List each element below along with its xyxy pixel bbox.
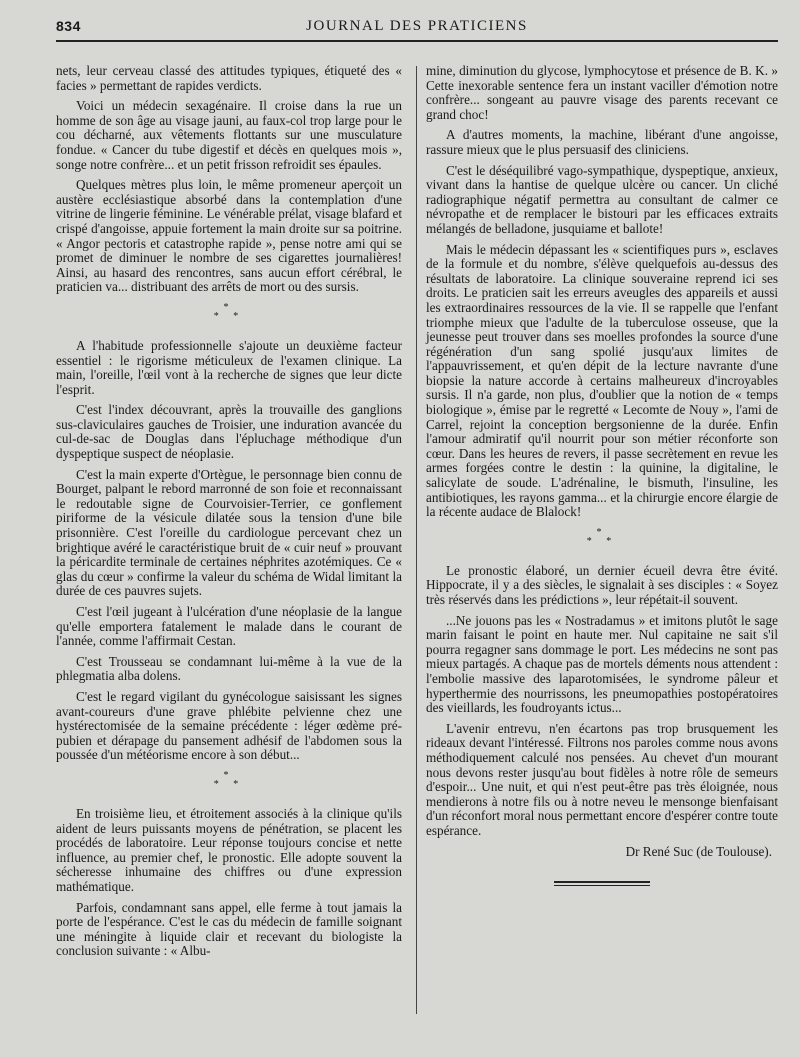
section-separator — [426, 528, 778, 546]
separator-star: * — [596, 526, 608, 538]
paragraph: Voici un médecin sexagénaire. Il croise dans la rue un homme de son âge au visage jauni, au faux-col trop large pour le cou décharné, aux vêtements flottants sur une musculature fondue. « Cancer du tube digestif et décès en quelques mois », songe notre confrère... et un petit frisson refroidit ses épaules. — [56, 98, 402, 172]
author-signature: Dr René Suc (de Toulouse). — [625, 843, 772, 859]
paragraph: A l'habitude professionnelle s'ajoute un deuxième facteur essentiel : le rigorisme méticuleux de l'examen clinique. La main, l'oreille, l'œil vont à la recherche de signes que leur dicte l'esprit. — [56, 337, 402, 397]
paragraph: C'est le déséquilibré vago-sympathique, dyspeptique, anxieux, vivant dans la hantise de quelque ulcère ou cancer. Un cliché radiographique négatif permettra au consultant de calmer ce névropathe et de remplacer le bistouri par les efficaces extraits mélangés de belladone, jusquiame et ballote! — [426, 162, 778, 236]
paragraph: Le pronostic élaboré, un dernier écueil devra être évité. Hippocrate, il y a des siècles, le signalait à ses disciples : « Soyez très réservés dans les prédictions », leur répétait-il souvent. — [426, 562, 778, 607]
left-column — [56, 64, 402, 965]
page-header — [56, 18, 778, 40]
journal-title: JOURNAL DES PRATICIENS — [306, 18, 528, 34]
paragraph: ...Ne jouons pas les « Nostradamus » et imitons plutôt le sage marin faisant le point en haute mer. Nul capitaine ne sait s'il pourra regagner sans dommage le port. Les médecins ne sont pas mieux partagés. A chaque pas de mortels déments nous attendent : l'embolie massive des laparotomisées, le syndrome pâleur et hyperthermie des nourrissons, les pneumopathies postopératoires des vieillards, les foudroyants ictus... — [426, 612, 778, 716]
separator-star: * — [223, 301, 235, 313]
page-number: 834 — [56, 18, 81, 34]
section-separator — [56, 771, 402, 789]
paragraph: C'est la main experte d'Ortègue, le personnage bien connu de Bourget, palpant le rebord marronné de son foie et reconnaissant le redoutable signe de Courvoisier-Terrier, ce gonflement piriforme de la vésicule dilatée sous la tension d'une bile prisonnière. C'est l'oreille du cardiologue percevant chez un brightique avéré le caractéristique bruit de « cuir neuf » prouvant la péricardite terminale de certaines néphrites azotémiques. Ce « glas du cœur » confirme la valeur du schéma de Widal limitant la durée de ces pauvres sujets. — [56, 466, 402, 599]
column-divider — [416, 66, 417, 1014]
paragraph: C'est l'index découvrant, après la trouvaille des ganglions sus-claviculaires gauches de Troisier, une induration avancée du cul-de-sac de Douglas dans l'épluchage méthodique d'un dyspeptique suspect de néoplasie. — [56, 402, 402, 462]
paragraph: mine, diminution du glycose, lymphocytose et présence de B. K. » Cette inexorable sentence fera un instant vaciller d'émotion notre confrère... songeant au pauvre visage des parents recevant ce grand choc! — [426, 63, 778, 122]
separator-star: * — [223, 769, 235, 781]
paragraph: C'est le regard vigilant du gynécologue saisissant les signes avant-coureurs d'une grave phlébite pelvienne chez une hystérectomisée de la semaine précédente : léger œdème pré-pubien et dérapage du pansement adhésif de l'abdomen sous la poussée d'un météorisme encore à son début... — [56, 688, 402, 763]
paragraph: Quelques mètres plus loin, le même promeneur aperçoit un austère ecclésiastique absorbé dans la contemplation d'une vitrine de lingerie féminine. Le vénérable prélat, visage blafard et crispé d'angoisse, appuie fortement la main droite sur sa poitrine. « Angor pectoris et catastrophe rapide », pense notre ami qui se promet de diminuer le nombre de ses cigarettes journalières! Ainsi, au hasard des rencontres, sans aucun effort cérébral, le praticien va... distribuant des arrêts de mort ou des sursis. — [56, 177, 403, 295]
paragraph: C'est l'œil jugeant à l'ulcération d'une néoplasie de la langue qu'elle emportera fatalement le malade dans le courant de l'année, comme l'affirmait Cestan. — [56, 604, 402, 649]
separator-stars: * * — [213, 778, 245, 790]
right-column — [426, 64, 778, 886]
paragraph: A d'autres moments, la machine, libérant d'une angoisse, rassure mieux que le plus persuasif des cliniciens. — [426, 127, 778, 157]
paragraph: En troisième lieu, et étroitement associés à la clinique qu'ils aident de leurs puissants moyens de pénétration, se placent les procédés de laboratoire. Leur réponse toujours concise et nette influence, au premier chef, le pronostic. Elle adopte souvent la sécheresse inhumaine des chiffres ou d'une expression mathématique. — [56, 805, 402, 894]
paragraph: C'est Trousseau se condamnant lui-même à la vue de la phlegmatia alba dolens. — [56, 653, 402, 684]
paragraph: nets, leur cerveau classé des attitudes typiques, étiqueté des « facies » permettant de rapides verdicts. — [56, 63, 402, 93]
end-rule — [554, 881, 650, 886]
separator-stars: * * — [213, 310, 245, 322]
paragraph: L'avenir entrevu, n'en écartons pas trop brusquement les rideaux devant l'intéressé. Filtrons nos paroles comme nous avons méthodiquement calculé nos pensées. Au chevet d'un mourant nous devons rester jusqu'au bout fidèles à notre rôle de semeurs d'espoir... Une nuit, et qui n'est peut-être pas très éloignée, nous mendierons à notre fils ou à notre neveu le mensonge bienfaisant d'un réconfort moral nous permettant encore d'espérer contre toute espérance. — [426, 720, 778, 838]
section-separator — [56, 303, 402, 321]
separator-stars: * * — [586, 535, 618, 547]
paragraph: Mais le médecin dépassant les « scientifiques purs », esclaves de la formule et du nombre, s'élève quelquefois au-dessus des résultats de laboratoire. La clinique souveraine reprend ici ses droits. Le praticien sait les erreurs aveugles des appareils et aussi les extraordinaires ressources de la vie. Il se rappelle que l'enfant triomphe mieux que l'adulte de la tuberculose osseuse, que la jeunesse peut trouver dans ses moelles profondes la source d'une régénération d'un sang spolié jusqu'aux limites de l'appauvrissement, et qu'en dépit de la lecture navrante d'une biopsie la nature accorde à certains malheureux d'incroyables sursis. Il n'a garde, non plus, d'oublier que la notion de « temps biologique », émise par le regretté « Lecomte de Nouy », l'ami de Carrel, rejoint la conception bergsonienne de la durée. Enfin l'amour admiratif qu'il nourrit pour son métier réconforte son cœur. Dans les heures de revers, il passe secrètement en revue les armes forgées contre le destin : la quinine, la digitaline, le salicylate de soude. L'adrénaline, le bismuth, l'insuline, les antibiotiques, les rayons gamma... et la chirurgie encore élargie de la récente audace de Blalock! — [426, 241, 778, 520]
paragraph: Parfois, condamnant sans appel, elle ferme à tout jamais la porte de l'espérance. C'est le cas du médecin de famille soignant une méningite à liquide clair et recevant du biologiste la conclusion suivante : « Albu- — [56, 899, 402, 959]
header-rule — [56, 40, 778, 42]
